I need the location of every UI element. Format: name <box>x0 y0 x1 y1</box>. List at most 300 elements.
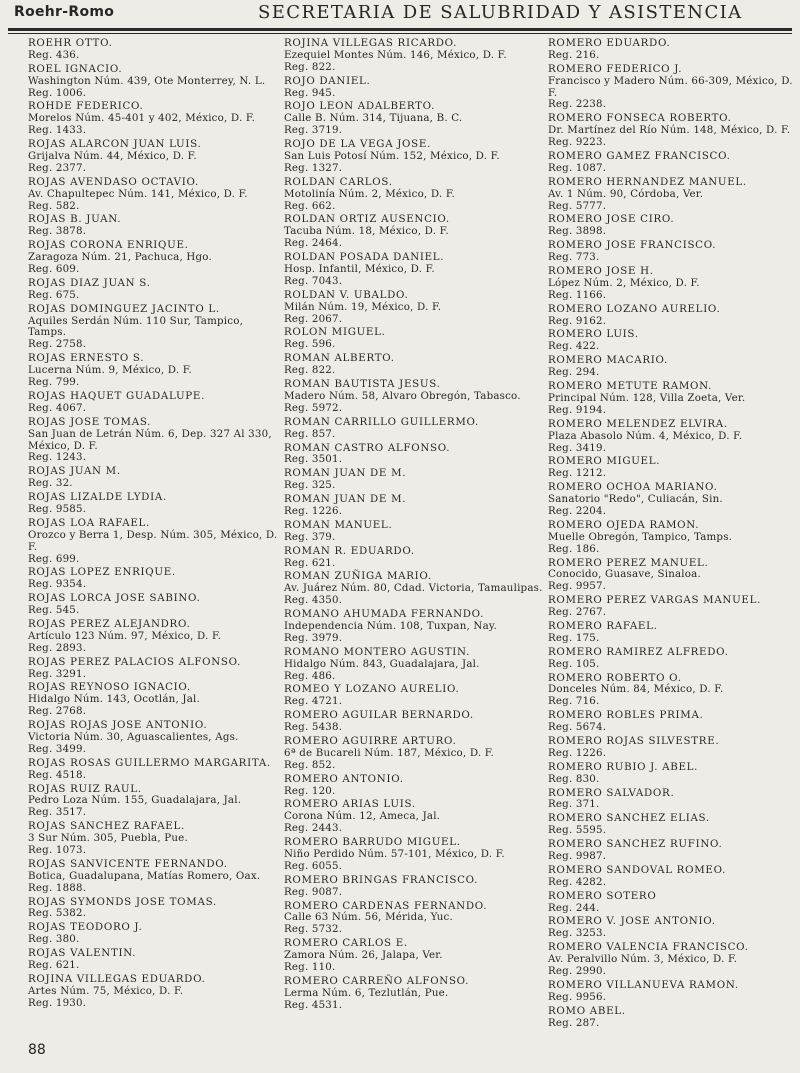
entry-name: ROMERO PEREZ MANUEL. <box>548 556 709 569</box>
entry-name: ROMERO CARREÑO ALFONSO. <box>284 974 470 987</box>
directory-entry <box>284 571 552 607</box>
entry-registration: Reg. 6055. <box>284 859 343 872</box>
entry-address: Av. 1 Núm. 90, Córdoba, Ver. <box>548 187 704 200</box>
entry-address: Pedro Loza Núm. 155, Guadalajara, Jal. <box>28 794 242 807</box>
entry-registration: Reg. 2768. <box>28 705 87 718</box>
entry-registration: Reg. 3501. <box>284 453 343 466</box>
entry-registration: Reg. 857. <box>284 427 336 440</box>
directory-entry <box>28 391 284 415</box>
entry-registration: Reg. 2990. <box>548 965 607 978</box>
directory-entry <box>284 494 552 518</box>
entry-registration: Reg. 7043. <box>284 274 343 287</box>
directory-entry <box>548 482 798 518</box>
entry-address: Ezequiel Montes Núm. 146, México, D. F. <box>284 48 507 61</box>
entry-address: Sanatorio "Redo", Culiacán, Sin. <box>548 493 723 506</box>
directory-entry <box>28 214 284 238</box>
directory-entry <box>548 38 798 62</box>
entry-name: ROMERO LUIS. <box>548 328 639 341</box>
entry-address: Niño Perdido Núm. 57-101, México, D. F. <box>284 848 505 860</box>
entry-address: Av. Peralvillo Núm. 3, México, D. F. <box>548 953 738 966</box>
entry-address: Victoria Núm. 30, Aguascalientes, Ags. <box>28 730 239 743</box>
entry-name: ROMERO VALENCIA FRANCISCO. <box>548 941 749 954</box>
directory-entry <box>548 214 798 238</box>
directory-entry <box>284 837 552 873</box>
entry-name: ROMERO OJEDA RAMON. <box>548 518 700 531</box>
entry-registration: Reg. 545. <box>28 604 80 617</box>
directory-entry <box>548 419 798 455</box>
entry-name: ROMAN JUAN DE M. <box>284 467 407 480</box>
directory-entry <box>284 139 552 175</box>
directory-entry <box>28 682 284 718</box>
entry-address: Aquiles Serdán Núm. 110 Sur, Tampico, Tamps. <box>28 314 244 339</box>
entry-address: Zamora Núm. 26, Jalapa, Ver. <box>284 949 443 962</box>
directory-entry <box>284 546 552 570</box>
directory-entry <box>284 875 552 899</box>
entry-name: ROMAN ZUÑIGA MARIO. <box>284 570 432 583</box>
directory-entry <box>284 774 552 798</box>
entry-name: ROLDAN CARLOS. <box>284 175 393 188</box>
entry-name: ROMERO JOSE CIRO. <box>548 213 675 226</box>
entry-name: ROJAS SANVICENTE FERNANDO. <box>28 857 228 870</box>
directory-entry <box>284 443 552 467</box>
entry-name: ROMERO SANCHEZ ELIAS. <box>548 812 710 825</box>
entry-registration: Reg. 830. <box>548 772 600 785</box>
entry-name: ROMERO ANTONIO. <box>284 772 404 785</box>
entry-name: ROJAS ROSAS GUILLERMO MARGARITA. <box>28 756 271 769</box>
directory-entry <box>28 657 284 681</box>
entry-registration: Reg. 3517. <box>28 806 87 819</box>
entry-registration: Reg. 379. <box>284 530 336 543</box>
directory-entry <box>28 720 284 756</box>
directory-entry <box>284 901 552 937</box>
entry-address: Francisco y Madero Núm. 66-309, México, D. F. <box>548 74 793 99</box>
entry-address: San Luis Potosí Núm. 152, México, D. F. <box>284 150 500 163</box>
directory-entry <box>548 381 798 417</box>
entry-registration: Reg. 325. <box>284 479 336 492</box>
entry-address: Botica, Guadalupana, Matías Romero, Oax. <box>28 869 261 882</box>
directory-entry <box>284 736 552 772</box>
entry-name: ROMERO AGUIRRE ARTURO. <box>284 734 457 747</box>
entry-name: ROMERO EDUARDO. <box>548 37 671 49</box>
entry-registration: Reg. 5972. <box>284 401 343 414</box>
entry-address: Av. Chapultepec Núm. 141, México, D. F. <box>28 187 248 200</box>
header-rule-thick <box>8 28 792 31</box>
entry-registration: Reg. 287. <box>548 1016 600 1029</box>
entry-name: ROMERO CARDENAS FERNANDO. <box>284 899 488 912</box>
entry-registration: Reg. 5732. <box>284 923 343 936</box>
entry-registration: Reg. 1888. <box>28 881 87 894</box>
running-head-title: SECRETARIA DE SALUBRIDAD Y ASISTENCIA <box>258 2 743 23</box>
entry-registration: Reg. 609. <box>28 263 80 276</box>
entry-name: ROMERO PEREZ VARGAS MANUEL. <box>548 594 762 607</box>
directory-entry <box>284 938 552 974</box>
entry-registration: Reg. 9354. <box>28 578 87 591</box>
directory-entry <box>28 492 284 516</box>
entry-address: Hidalgo Núm. 143, Ocotlán, Jal. <box>28 693 200 706</box>
directory-entry <box>548 647 798 671</box>
entry-name: ROMERO HERNANDEZ MANUEL. <box>548 175 747 188</box>
entry-address: Madero Núm. 58, Alvaro Obregón, Tabasco. <box>284 389 521 402</box>
entry-address: Principal Núm. 128, Villa Zoeta, Ver. <box>548 391 746 404</box>
entry-name: ROMERO JOSE H. <box>548 265 654 278</box>
entry-address: Dr. Martínez del Río Núm. 148, México, D. F. <box>548 124 791 137</box>
entry-name: ROJAS JOSE TOMAS. <box>28 415 152 428</box>
entry-registration: Reg. 9087. <box>284 885 343 898</box>
entry-registration: Reg. 621. <box>28 959 80 972</box>
entry-registration: Reg. 9956. <box>548 990 607 1003</box>
directory-entry <box>28 139 284 175</box>
entry-registration: Reg. 3499. <box>28 742 87 755</box>
entry-registration: Reg. 3878. <box>28 225 87 238</box>
entry-name: ROJAS JUAN M. <box>28 465 121 478</box>
entry-name: ROMERO LOZANO AURELIO. <box>548 302 721 315</box>
directory-entry <box>284 710 552 734</box>
entry-address: Calle 63 Núm. 56, Mérida, Yuc. <box>284 911 453 924</box>
entry-name: ROMERO RUBIO J. ABEL. <box>548 760 699 773</box>
directory-entry <box>548 916 798 940</box>
entry-name: ROMO ABEL. <box>548 1004 626 1017</box>
directory-entry <box>548 177 798 213</box>
entry-name: ROJAS LOPEZ ENRIQUE. <box>28 566 176 579</box>
entry-address: Artes Núm. 75, México, D. F. <box>28 984 184 997</box>
entry-registration: Reg. 422. <box>548 340 600 353</box>
entry-registration: Reg. 5595. <box>548 824 607 837</box>
entry-name: ROMERO ARIAS LUIS. <box>284 798 416 811</box>
entry-name: ROJAS REYNOSO IGNACIO. <box>28 681 191 694</box>
entry-name: ROJAS HAQUET GUADALUPE. <box>28 389 206 402</box>
entry-registration: Reg. 9223. <box>548 136 607 149</box>
column-2 <box>284 38 552 1012</box>
directory-entry <box>548 813 798 837</box>
entry-address: Conocido, Guasave, Sinaloa. <box>548 568 701 581</box>
directory-entry <box>284 520 552 544</box>
entry-name: ROLDAN V. UBALDO. <box>284 288 409 301</box>
entry-name: ROJAS ROJAS JOSE ANTONIO. <box>28 719 208 732</box>
entry-registration: Reg. 799. <box>28 376 80 389</box>
directory-entry <box>28 278 284 302</box>
directory-entry <box>548 355 798 379</box>
directory-entry <box>28 821 284 857</box>
entry-address: Independencia Núm. 108, Tuxpan, Nay. <box>284 619 497 632</box>
entry-name: ROLON MIGUEL. <box>284 326 386 339</box>
directory-entry <box>28 353 284 389</box>
entry-name: ROMERO V. JOSE ANTONIO. <box>548 915 716 928</box>
entry-name: ROJAS RUIZ RAUL. <box>28 782 142 795</box>
directory-entry <box>548 240 798 264</box>
entry-name: ROMAN CASTRO ALFONSO. <box>284 441 451 454</box>
entry-name: ROJAS SYMONDS JOSE TOMAS. <box>28 895 217 908</box>
entry-registration: Reg. 9987. <box>548 850 607 862</box>
column-1 <box>28 38 284 1010</box>
directory-entry <box>548 942 798 978</box>
entry-name: ROMAN BAUTISTA JESUS. <box>284 378 441 391</box>
entry-name: ROJO DE LA VEGA JOSE. <box>284 138 432 151</box>
entry-address: Motolinía Núm. 2, México, D. F. <box>284 187 455 200</box>
entry-name: ROJAS DOMINGUEZ JACINTO L. <box>28 302 220 315</box>
entry-name: ROJAS SANCHEZ RAFAEL. <box>28 820 185 833</box>
entry-registration: Reg. 3291. <box>28 667 87 680</box>
entry-registration: Reg. 621. <box>284 556 336 569</box>
entry-registration: Reg. 371. <box>548 798 600 811</box>
directory-entry <box>28 240 284 276</box>
entry-registration: Reg. 9162. <box>548 314 607 327</box>
entry-registration: Reg. 32. <box>28 477 73 490</box>
entry-registration: Reg. 2377. <box>28 161 87 174</box>
directory-entry <box>284 252 552 288</box>
entry-name: ROEL IGNACIO. <box>28 62 123 75</box>
entry-registration: Reg. 2893. <box>28 641 87 654</box>
entry-registration: Reg. 716. <box>548 695 600 708</box>
directory-entry <box>548 762 798 786</box>
directory-entry <box>28 784 284 820</box>
directory-entry <box>28 974 284 1010</box>
entry-address: Lerma Núm. 6, Tezlutlán, Pue. <box>284 986 449 999</box>
directory-entry <box>284 647 552 683</box>
directory-entry <box>548 304 798 328</box>
entry-name: ROJAS ALARCON JUAN LUIS. <box>28 138 202 151</box>
directory-entry <box>548 456 798 480</box>
entry-name: ROMERO MIGUEL. <box>548 455 661 468</box>
entry-registration: Reg. 175. <box>548 631 600 644</box>
entry-registration: Reg. 3719. <box>284 124 343 137</box>
entry-address: Hidalgo Núm. 843, Guadalajara, Jal. <box>284 657 480 670</box>
directory-entry <box>284 609 552 645</box>
running-head-range: Roehr-Romo <box>14 4 115 20</box>
entry-name: ROMERO AGUILAR BERNARDO. <box>284 709 474 722</box>
entry-name: ROJAS PEREZ PALACIOS ALFONSO. <box>28 655 242 668</box>
directory-entry <box>28 567 284 591</box>
directory-entry <box>548 1006 798 1030</box>
entry-registration: Reg. 4531. <box>284 998 343 1011</box>
entry-address: Morelos Núm. 45-401 y 402, México, D. F. <box>28 112 256 125</box>
entry-registration: Reg. 2238. <box>548 98 607 111</box>
entry-registration: Reg. 9957. <box>548 580 607 593</box>
entry-registration: Reg. 110. <box>284 961 336 974</box>
entry-name: ROJAS LOA RAFAEL. <box>28 516 150 529</box>
entry-name: ROMERO SALVADOR. <box>548 786 675 799</box>
entry-name: ROMERO VILLANUEVA RAMON. <box>548 978 739 991</box>
entry-name: ROLDAN ORTIZ AUSENCIO. <box>284 213 450 226</box>
entry-name: ROJAS CORONA ENRIQUE. <box>28 239 189 252</box>
directory-entry <box>28 922 284 946</box>
directory-entry <box>284 290 552 326</box>
directory-entry <box>548 151 798 175</box>
entry-registration: Reg. 3979. <box>284 631 343 644</box>
entry-registration: Reg. 2758. <box>28 338 87 351</box>
entry-address: Orozco y Berra 1, Desp. Núm. 305, México, D. F. <box>28 528 278 553</box>
directory-entry <box>28 101 284 137</box>
entry-name: ROJAS ERNESTO S. <box>28 352 145 365</box>
entry-registration: Reg. 3253. <box>548 927 607 940</box>
directory-entry <box>284 799 552 835</box>
entry-registration: Reg. 1226. <box>284 504 343 517</box>
entry-name: ROJAS B. JUAN. <box>28 213 122 226</box>
entry-name: ROMERO BARRUDO MIGUEL. <box>284 836 461 849</box>
directory-entry <box>284 976 552 1012</box>
entry-address: 3 Sur Núm. 305, Puebla, Pue. <box>28 832 188 845</box>
entry-name: ROMERO ROBLES PRIMA. <box>548 709 704 722</box>
entry-name: ROMERO RAMIREZ ALFREDO. <box>548 645 729 658</box>
directory-entry <box>548 980 798 1004</box>
entry-name: ROMERO ROJAS SILVESTRE. <box>548 734 720 747</box>
directory-entry <box>284 468 552 492</box>
directory-entry <box>284 684 552 708</box>
entry-name: ROLDAN POSADA DANIEL. <box>284 251 445 264</box>
column-3 <box>548 38 798 1029</box>
entry-registration: Reg. 2204. <box>548 504 607 517</box>
entry-name: ROJINA VILLEGAS EDUARDO. <box>28 972 206 985</box>
entry-registration: Reg. 582. <box>28 199 80 212</box>
entry-address: Calle B. Núm. 314, Tijuana, B. C. <box>284 112 463 125</box>
entry-name: ROMERO SANCHEZ RUFINO. <box>548 838 723 851</box>
entry-registration: Reg. 4282. <box>548 875 607 888</box>
entry-registration: Reg. 596. <box>284 338 336 351</box>
directory-entry <box>284 101 552 137</box>
directory-entry <box>28 897 284 921</box>
entry-name: ROMANO AHUMADA FERNANDO. <box>284 608 485 621</box>
entry-name: ROMEO Y LOZANO AURELIO. <box>284 683 460 696</box>
entry-registration: Reg. 1212. <box>548 467 607 480</box>
entry-registration: Reg. 945. <box>284 86 336 99</box>
entry-registration: Reg. 1226. <box>548 746 607 759</box>
entry-registration: Reg. 5438. <box>284 721 343 734</box>
entry-registration: Reg. 1087. <box>548 161 607 174</box>
directory-entry <box>548 736 798 760</box>
directory-entry <box>548 865 798 889</box>
entry-name: ROMERO CARLOS E. <box>284 937 408 950</box>
directory-entry <box>28 64 284 100</box>
entry-address: Zaragoza Núm. 21, Pachuca, Hgo. <box>28 251 212 264</box>
entry-name: ROJAS VALENTIN. <box>28 947 137 960</box>
entry-name: ROMERO BRINGAS FRANCISCO. <box>284 873 479 886</box>
directory-entry <box>548 329 798 353</box>
directory-entry <box>284 417 552 441</box>
entry-registration: Reg. 1006. <box>28 86 87 99</box>
entry-name: ROMAN JUAN DE M. <box>284 493 407 506</box>
entry-name: ROJAS DIAZ JUAN S. <box>28 276 151 289</box>
entry-name: ROMERO OCHOA MARIANO. <box>548 481 718 494</box>
entry-registration: Reg. 675. <box>28 288 80 301</box>
directory-entry <box>284 177 552 213</box>
entry-registration: Reg. 120. <box>284 784 336 797</box>
entry-registration: Reg. 1327. <box>284 161 343 174</box>
entry-name: ROJINA VILLEGAS RICARDO. <box>284 37 458 49</box>
entry-registration: Reg. 105. <box>548 657 600 670</box>
entry-name: ROMAN CARRILLO GUILLERMO. <box>284 415 479 428</box>
entry-address: Artículo 123 Núm. 97, México, D. F. <box>28 629 222 642</box>
entry-registration: Reg. 2067. <box>284 312 343 325</box>
entry-registration: Reg. 1166. <box>548 288 607 301</box>
page-number: 88 <box>28 1042 46 1058</box>
directory-entry <box>284 76 552 100</box>
directory-entry <box>548 673 798 709</box>
directory-entry <box>284 214 552 250</box>
entry-name: ROMAN MANUEL. <box>284 518 393 531</box>
entry-address: Hosp. Infantil, México, D. F. <box>284 263 435 276</box>
entry-registration: Reg. 9194. <box>548 403 607 416</box>
entry-address: Tacuba Núm. 18, México, D. F. <box>284 225 449 238</box>
entry-registration: Reg. 1930. <box>28 996 87 1009</box>
entry-name: ROJAS AVENDASO OCTAVIO. <box>28 175 199 188</box>
directory-entry <box>548 839 798 863</box>
directory-entry <box>548 113 798 149</box>
entry-registration: Reg. 773. <box>548 251 600 264</box>
entry-registration: Reg. 5777. <box>548 199 607 212</box>
directory-entry <box>548 891 798 915</box>
entry-registration: Reg. 5674. <box>548 721 607 734</box>
entry-registration: Reg. 852. <box>284 758 336 771</box>
entry-registration: Reg. 186. <box>548 542 600 555</box>
directory-entry <box>28 304 284 352</box>
entry-name: ROMERO MELENDEZ ELVIRA. <box>548 417 728 430</box>
directory-entry <box>548 520 798 556</box>
entry-registration: Reg. 4350. <box>284 594 343 607</box>
entry-registration: Reg. 822. <box>284 364 336 377</box>
entry-name: ROJO LEON ADALBERTO. <box>284 100 436 113</box>
entry-name: ROMERO ROBERTO O. <box>548 671 682 684</box>
directory-entry <box>548 788 798 812</box>
entry-registration: Reg. 1433. <box>28 124 87 137</box>
entry-address: Av. Juárez Núm. 80, Cdad. Victoria, Tamaulipas. <box>284 582 543 595</box>
directory-entry <box>28 619 284 655</box>
entry-name: ROMERO FONSECA ROBERTO. <box>548 112 732 125</box>
directory-entry <box>284 379 552 415</box>
entry-name: ROJAS LORCA JOSE SABINO. <box>28 592 201 605</box>
directory-entry <box>284 327 552 351</box>
entry-name: ROJAS LIZALDE LYDIA. <box>28 491 167 504</box>
entry-name: ROMERO FEDERICO J. <box>548 62 683 75</box>
entry-name: ROMAN ALBERTO. <box>284 352 395 365</box>
directory-entry <box>28 466 284 490</box>
entry-registration: Reg. 662. <box>284 199 336 212</box>
entry-name: ROMERO SOTERO <box>548 889 657 902</box>
header-rule-thin <box>8 33 792 34</box>
entry-name: ROJO DANIEL. <box>284 74 371 87</box>
directory-entry <box>28 758 284 782</box>
entry-registration: Reg. 822. <box>284 60 336 73</box>
entry-name: ROJAS TEODORO J. <box>28 921 143 934</box>
entry-registration: Reg. 2767. <box>548 606 607 619</box>
entry-name: ROMERO GAMEZ FRANCISCO. <box>548 150 731 163</box>
directory-entry <box>28 518 284 566</box>
entry-registration: Reg. 244. <box>548 901 600 914</box>
entry-registration: Reg. 486. <box>284 669 336 682</box>
entry-address: Milán Núm. 19, México, D. F. <box>284 300 442 313</box>
directory-entry <box>548 710 798 734</box>
entry-registration: Reg. 4518. <box>28 768 87 781</box>
directory-entry <box>548 266 798 302</box>
entry-address: Corona Núm. 12, Ameca, Jal. <box>284 810 441 823</box>
entry-name: ROMANO MONTERO AGUSTIN. <box>284 645 471 658</box>
entry-address: Donceles Núm. 84, México, D. F. <box>548 683 724 696</box>
entry-registration: Reg. 2443. <box>284 822 343 835</box>
entry-registration: Reg. 436. <box>28 48 80 61</box>
directory-entry <box>548 558 798 594</box>
directory-entry <box>548 595 798 619</box>
entry-registration: Reg. 3419. <box>548 441 607 454</box>
directory-entry <box>28 38 284 62</box>
entry-registration: Reg. 2464. <box>284 237 343 250</box>
entry-address: San Juan de Letrán Núm. 6, Dep. 327 Al 330, México, D. F. <box>28 427 272 452</box>
entry-registration: Reg. 4721. <box>284 695 343 708</box>
entry-registration: Reg. 1073. <box>28 844 87 856</box>
entry-registration: Reg. 380. <box>28 933 80 946</box>
entry-name: ROHDE FEDERICO. <box>28 100 144 113</box>
entry-address: Plaza Abasolo Núm. 4, México, D. F. <box>548 429 743 442</box>
entry-address: 6ª de Bucareli Núm. 187, México, D. F. <box>284 746 494 759</box>
directory-entry <box>28 948 284 972</box>
entry-registration: Reg. 1243. <box>28 451 87 464</box>
